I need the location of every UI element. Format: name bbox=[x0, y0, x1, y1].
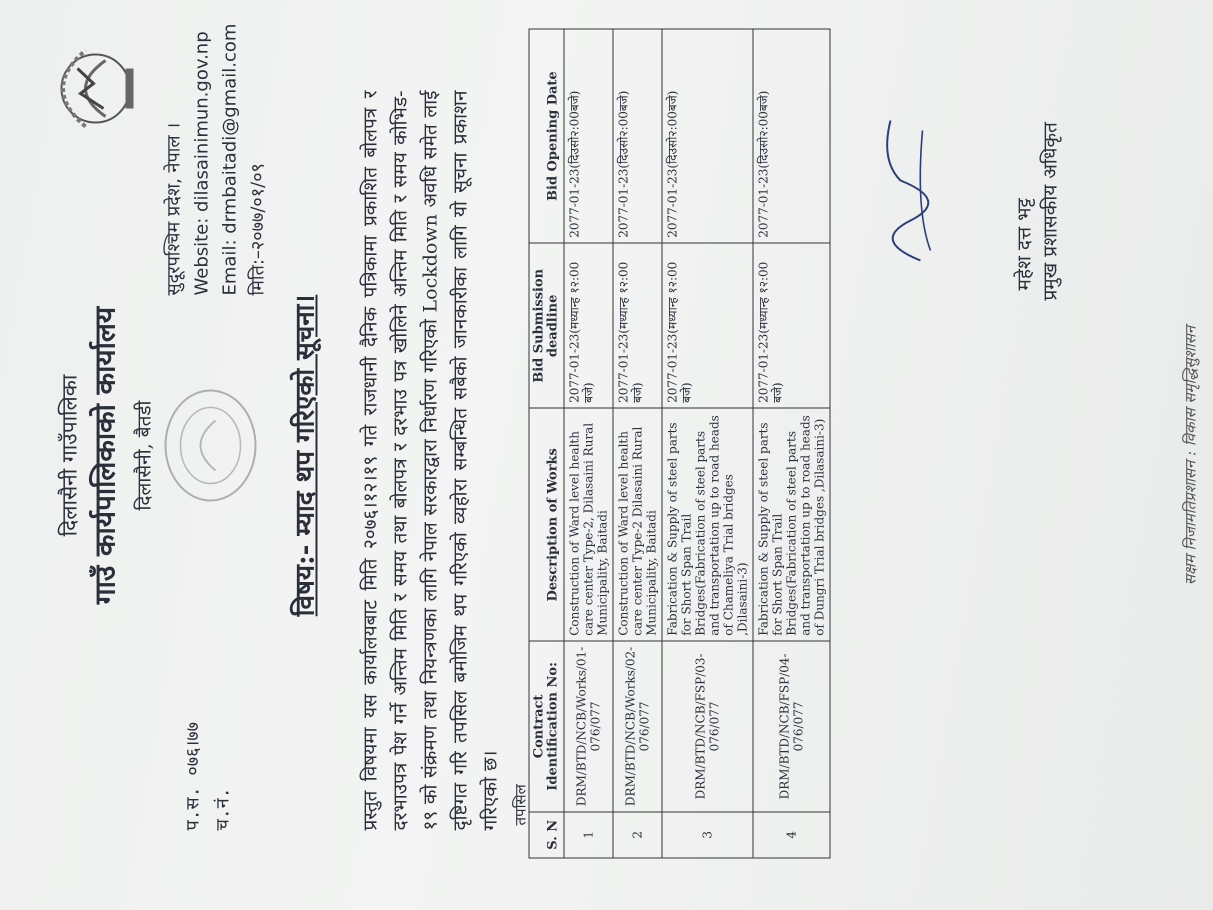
cell-sn: 2 bbox=[613, 811, 662, 857]
email: Email: drmbaitadi@gmail.com bbox=[219, 23, 240, 295]
notice-date: मिति:–२०७७/०१/०९ bbox=[247, 162, 268, 295]
cell-description: Fabrication & Supply of steel parts for Short Span Trail Bridges(Fabrication of steel parts and transportation up to road heads of Chameliya Trial bridges ,Dilasaini-3) bbox=[662, 408, 753, 641]
contact-block bbox=[160, 23, 272, 295]
cell-opening: 2077-01-23(दिउसो२:00बजे) bbox=[613, 29, 662, 243]
bid-schedule-table bbox=[528, 28, 830, 858]
cell-contract-id: DRM/BTD/NCB/Works/01-076/077 bbox=[564, 641, 613, 811]
cell-opening: 2077-01-23(दिउसो२:00बजे) bbox=[753, 29, 830, 243]
office-seal-icon bbox=[155, 380, 265, 510]
col-submission-deadline: Bid Submission deadline bbox=[529, 243, 564, 408]
province: सुदूरपश्चिम प्रदेश, नेपाल । bbox=[163, 122, 184, 295]
col-description: Description of Works bbox=[529, 408, 564, 641]
cell-deadline: 2077-01-23(मध्यान्ह १२:00 बजे) bbox=[753, 243, 830, 408]
table-header-row bbox=[529, 29, 564, 858]
footer-slogan: सक्षम निजामतिप्रशासन : विकास समृद्धिसुशासन bbox=[1181, 325, 1199, 585]
cell-contract-id: DRM/BTD/NCB/FSP/04-076/077 bbox=[753, 641, 830, 811]
cell-description: Fabrication & Supply of steel parts for Short Span Trail Bridges(Fabrication of steel parts and transportation up to road heads of Dungri Trial bridges ,Dilasaini-3) bbox=[753, 408, 830, 641]
cell-sn: 1 bbox=[564, 811, 613, 857]
website: Website: dilasainimun.gov.np bbox=[191, 30, 212, 295]
notice-subject: विषय:- म्याद थप गरिएको सूचना। bbox=[290, 294, 320, 616]
cell-contract-id: DRM/BTD/NCB/Works/02-076/077 bbox=[613, 641, 662, 811]
handwritten-signature-icon bbox=[860, 110, 940, 270]
col-opening-date: Bid Opening Date bbox=[529, 29, 564, 243]
table-row bbox=[662, 29, 753, 858]
office-name: गाउँ कार्यपालिकाको कार्यालय bbox=[88, 306, 121, 604]
cell-sn: 3 bbox=[662, 811, 753, 857]
cell-opening: 2077-01-23(दिउसो२:00बजे) bbox=[662, 29, 753, 243]
schedule-label: तपसिल bbox=[511, 783, 529, 825]
cell-sn: 4 bbox=[753, 811, 830, 857]
cell-opening: 2077-01-23(दिउसो२:00बजे) bbox=[564, 29, 613, 243]
notice-body: प्रस्तुत विषयमा यस कार्यालयबाट मिति २०७६।१२।१९ गते राजधानी दैनिक पत्रिकामा प्रकाशित बोलपत्र र दरभाउपत्र पेश गर्ने अन्तिम मिति र समय तथा बोलपत्र र दरभाउ पत्र खोलिने अन्तिम मिति र समय कोभिड- १९ को संक्रमण तथा नियन्त्रणका लागि नेपाल सरकारद्वारा निर्धारण गरिएको Lockdown अवधि समेत लाई दृष्टिगत गरि तपसिल बमोजिम थप गरिएको व्यहोरा सम्बन्धित सबैको जानकारीका लागि यो सूचना प्रकाशन गरिएको छ। bbox=[359, 90, 501, 830]
cell-description: Construction of Ward level health care center Type-2, Dilasaini Rural Municipality, Baitadi bbox=[564, 408, 613, 641]
letter-reference-number: प.स. ०७६।७७ bbox=[182, 721, 203, 830]
col-contract-id: Contract Identification No: bbox=[529, 641, 564, 811]
col-sn: S. N bbox=[529, 811, 564, 857]
cell-deadline: 2077-01-23(मध्यान्ह १२:00 बजे) bbox=[564, 243, 613, 408]
office-address: दिलासैनी, बैतडी bbox=[133, 400, 155, 510]
cell-contract-id: DRM/BTD/NCB/FSP/03-076/077 bbox=[662, 641, 753, 811]
dispatch-number: च.नं. bbox=[212, 786, 233, 830]
table-row bbox=[613, 29, 662, 858]
municipality-name: दिलासैनी गाउँपालिका bbox=[57, 374, 81, 536]
cell-deadline: 2077-01-23(मध्यान्ह १२:00 बजे) bbox=[613, 243, 662, 408]
signatory-name: महेश दत्त भट्ट bbox=[1013, 197, 1035, 290]
signatory-title: प्रमुख प्रशासकीय अधिकृत bbox=[1039, 121, 1061, 300]
cell-description: Construction of Ward level health care center Type-2 Dilasaini Rural Municipality, Baitadi bbox=[613, 408, 662, 641]
cell-deadline: 2077-01-23(मध्यान्ह १२:00 बजे) bbox=[662, 243, 753, 408]
table-row bbox=[564, 29, 613, 858]
table-row bbox=[753, 29, 830, 858]
